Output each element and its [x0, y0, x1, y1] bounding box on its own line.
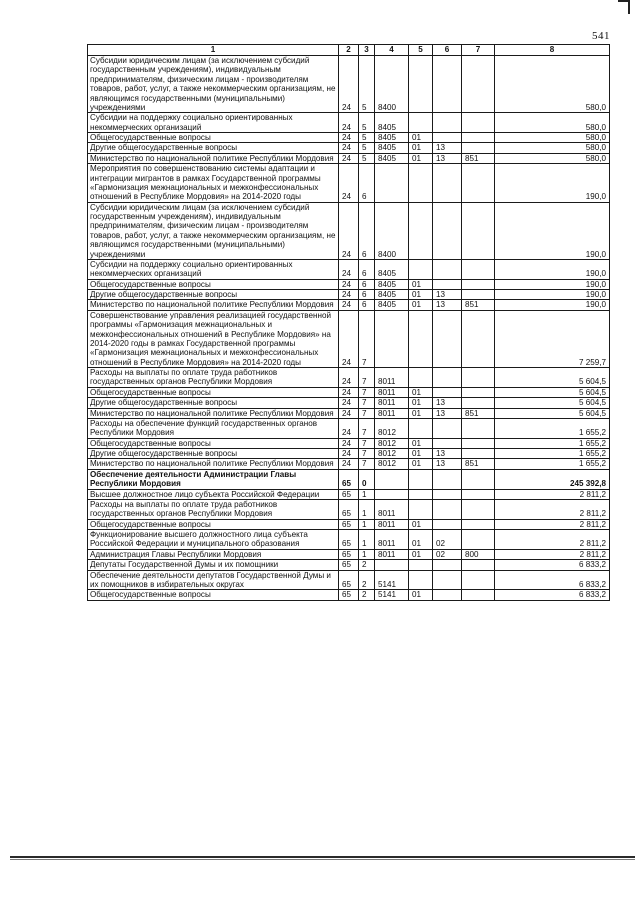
- row-name: Субсидии юридическим лицам (за исключением субсидий государственным учреждениям), индивидуальным предпринимателям, физическим лицам - производителям товаров, работ, услуг, а также некоммерческим организациям, не являющимся государственными (муниципальными) учреждениями: [88, 56, 339, 113]
- row-amount: 2 811,2: [495, 549, 610, 559]
- table-row: [88, 449, 610, 459]
- row-amount: 2 811,2: [495, 519, 610, 529]
- row-code-6: [433, 560, 462, 570]
- row-code-2: 24: [339, 290, 359, 300]
- row-code-7: 851: [462, 408, 495, 418]
- row-amount: 190,0: [495, 279, 610, 289]
- table-row: [88, 519, 610, 529]
- table-row: [88, 300, 610, 310]
- row-code-6: [433, 590, 462, 600]
- row-code-5: [409, 56, 433, 113]
- row-amount: 580,0: [495, 143, 610, 153]
- row-code-6: [433, 499, 462, 519]
- header-cell: 1: [88, 45, 339, 56]
- table-row: [88, 143, 610, 153]
- row-code-3: 1: [359, 519, 375, 529]
- table-row: [88, 398, 610, 408]
- row-code-7: [462, 279, 495, 289]
- row-code-4: 8405: [375, 143, 409, 153]
- table-row: [88, 290, 610, 300]
- row-amount: 5 604,5: [495, 398, 610, 408]
- table-row: [88, 279, 610, 289]
- row-amount: 190,0: [495, 290, 610, 300]
- row-name: Расходы на обеспечение функций государственных органов Республики Мордовия: [88, 418, 339, 438]
- row-code-5: [409, 560, 433, 570]
- row-code-2: 24: [339, 438, 359, 448]
- row-code-3: 5: [359, 133, 375, 143]
- table-row: [88, 387, 610, 397]
- row-code-2: 24: [339, 202, 359, 259]
- row-code-3: 6: [359, 300, 375, 310]
- row-amount: 1 655,2: [495, 418, 610, 438]
- table-row: [88, 310, 610, 367]
- row-amount: 2 811,2: [495, 530, 610, 550]
- row-code-6: 02: [433, 530, 462, 550]
- row-code-3: 1: [359, 549, 375, 559]
- row-code-6: 13: [433, 449, 462, 459]
- row-name: Другие общегосударственные вопросы: [88, 398, 339, 408]
- row-code-4: 5141: [375, 570, 409, 590]
- table-row: [88, 56, 610, 113]
- row-code-7: [462, 202, 495, 259]
- row-code-3: 5: [359, 143, 375, 153]
- row-name: Администрация Главы Республики Мордовия: [88, 549, 339, 559]
- row-name: Функционирование высшего должностного лица субъекта Российской Федерации и муниципального образования: [88, 530, 339, 550]
- row-code-6: [433, 418, 462, 438]
- row-code-6: [433, 310, 462, 367]
- row-code-6: 13: [433, 408, 462, 418]
- row-code-6: [433, 368, 462, 388]
- row-amount: 5 604,5: [495, 387, 610, 397]
- corner-mark: [618, 0, 630, 14]
- row-code-3: 7: [359, 387, 375, 397]
- row-code-7: [462, 398, 495, 408]
- row-code-3: 7: [359, 310, 375, 367]
- row-name: Субсидии юридическим лицам (за исключением субсидий государственным учреждениям), индивидуальным предпринимателям, физическим лицам - производителям товаров, работ, услуг, а также некоммерческим организациям, не являющимся государственными (муниципальными) учреждениями: [88, 202, 339, 259]
- row-code-3: 6: [359, 259, 375, 279]
- row-code-3: 1: [359, 489, 375, 499]
- row-code-3: 5: [359, 56, 375, 113]
- row-code-7: 851: [462, 459, 495, 469]
- row-code-3: 6: [359, 279, 375, 289]
- row-code-4: 8405: [375, 113, 409, 133]
- row-code-7: 851: [462, 153, 495, 163]
- row-code-7: [462, 469, 495, 489]
- row-code-3: 7: [359, 459, 375, 469]
- row-code-4: 8400: [375, 56, 409, 113]
- row-code-3: 7: [359, 418, 375, 438]
- row-amount: 190,0: [495, 202, 610, 259]
- row-code-7: [462, 449, 495, 459]
- row-code-2: 24: [339, 310, 359, 367]
- row-amount: 6 833,2: [495, 560, 610, 570]
- row-code-4: 8011: [375, 530, 409, 550]
- row-name: Общегосударственные вопросы: [88, 387, 339, 397]
- row-code-2: 65: [339, 530, 359, 550]
- row-code-5: [409, 259, 433, 279]
- row-code-3: 7: [359, 438, 375, 448]
- row-name: Общегосударственные вопросы: [88, 519, 339, 529]
- row-code-4: 8405: [375, 133, 409, 143]
- row-code-2: 24: [339, 387, 359, 397]
- row-code-7: [462, 113, 495, 133]
- row-code-2: 24: [339, 143, 359, 153]
- row-code-4: 8400: [375, 202, 409, 259]
- row-name: Обеспечение деятельности Администрации Главы Республики Мордовия: [88, 469, 339, 489]
- row-name: Высшее должностное лицо субъекта Российской Федерации: [88, 489, 339, 499]
- row-name: Общегосударственные вопросы: [88, 133, 339, 143]
- row-code-6: 13: [433, 398, 462, 408]
- row-code-4: 5141: [375, 590, 409, 600]
- row-code-6: [433, 56, 462, 113]
- row-code-5: [409, 202, 433, 259]
- row-code-3: 1: [359, 530, 375, 550]
- row-code-3: 6: [359, 202, 375, 259]
- row-code-4: 8011: [375, 368, 409, 388]
- row-code-5: [409, 418, 433, 438]
- row-name: Субсидии на поддержку социально ориентированных некоммерческих организаций: [88, 259, 339, 279]
- row-code-6: [433, 469, 462, 489]
- row-code-4: 8405: [375, 279, 409, 289]
- table-row: [88, 549, 610, 559]
- bottom-rule: [10, 856, 635, 858]
- row-code-2: 24: [339, 418, 359, 438]
- row-code-5: 01: [409, 438, 433, 448]
- row-amount: 5 604,5: [495, 368, 610, 388]
- row-code-5: [409, 499, 433, 519]
- row-name: Министерство по национальной политике Республики Мордовия: [88, 408, 339, 418]
- row-code-4: [375, 164, 409, 203]
- row-code-2: 65: [339, 489, 359, 499]
- row-code-6: [433, 279, 462, 289]
- table-row: [88, 408, 610, 418]
- row-code-2: 24: [339, 113, 359, 133]
- row-code-5: 01: [409, 408, 433, 418]
- row-code-2: 65: [339, 499, 359, 519]
- row-amount: 2 811,2: [495, 489, 610, 499]
- header-cell: 8: [495, 45, 610, 56]
- row-code-2: 24: [339, 259, 359, 279]
- table-row: [88, 530, 610, 550]
- row-name: Расходы на выплаты по оплате труда работников государственных органов Республики Мордовия: [88, 499, 339, 519]
- table-row: [88, 489, 610, 499]
- header-cell: 6: [433, 45, 462, 56]
- row-name: Министерство по национальной политике Республики Мордовия: [88, 153, 339, 163]
- row-name: Другие общегосударственные вопросы: [88, 290, 339, 300]
- row-name: Совершенствование управления реализацией государственной программы «Гармонизация межнациональных и межконфессиональных отношений в Республике Мордовия» на 2014-2020 годы в рамках Государственной программы «Гармонизация межнациональных и межконфессиональных отношений в Республике Мордовия» на 2014-2020 годы: [88, 310, 339, 367]
- row-amount: 580,0: [495, 133, 610, 143]
- row-code-6: 13: [433, 300, 462, 310]
- row-amount: 190,0: [495, 300, 610, 310]
- table-row: [88, 499, 610, 519]
- row-code-5: 01: [409, 549, 433, 559]
- row-code-4: 8012: [375, 459, 409, 469]
- table-row: [88, 560, 610, 570]
- table-row: [88, 259, 610, 279]
- header-cell: 5: [409, 45, 433, 56]
- row-code-5: [409, 469, 433, 489]
- row-name: Общегосударственные вопросы: [88, 279, 339, 289]
- row-code-2: 24: [339, 133, 359, 143]
- row-amount: 6 833,2: [495, 590, 610, 600]
- row-name: Обеспечение деятельности депутатов Государственной Думы и их помощников в избирательных округах: [88, 570, 339, 590]
- row-code-7: [462, 164, 495, 203]
- row-amount: 1 655,2: [495, 459, 610, 469]
- row-code-7: [462, 438, 495, 448]
- row-amount: 580,0: [495, 56, 610, 113]
- row-code-4: 8405: [375, 300, 409, 310]
- row-code-3: 2: [359, 590, 375, 600]
- row-code-5: 01: [409, 300, 433, 310]
- row-code-5: 01: [409, 590, 433, 600]
- row-name: Общегосударственные вопросы: [88, 590, 339, 600]
- row-code-7: [462, 310, 495, 367]
- row-code-4: [375, 489, 409, 499]
- row-code-3: 6: [359, 164, 375, 203]
- table-row: [88, 113, 610, 133]
- row-code-4: 8011: [375, 398, 409, 408]
- row-code-6: [433, 387, 462, 397]
- row-amount: 190,0: [495, 259, 610, 279]
- row-code-7: [462, 489, 495, 499]
- row-code-3: 5: [359, 113, 375, 133]
- row-code-6: [433, 202, 462, 259]
- row-code-5: [409, 310, 433, 367]
- row-code-5: [409, 368, 433, 388]
- row-code-3: 2: [359, 560, 375, 570]
- table-row: [88, 418, 610, 438]
- row-code-3: 7: [359, 368, 375, 388]
- row-name: Другие общегосударственные вопросы: [88, 143, 339, 153]
- row-code-5: 01: [409, 530, 433, 550]
- row-code-4: [375, 469, 409, 489]
- row-code-4: 8405: [375, 290, 409, 300]
- row-code-3: 7: [359, 408, 375, 418]
- header-cell: 3: [359, 45, 375, 56]
- row-amount: 2 811,2: [495, 499, 610, 519]
- row-code-6: 13: [433, 143, 462, 153]
- table-row: [88, 202, 610, 259]
- row-code-5: 01: [409, 290, 433, 300]
- row-code-2: 65: [339, 570, 359, 590]
- row-amount: 580,0: [495, 113, 610, 133]
- row-code-4: [375, 310, 409, 367]
- header-cell: 4: [375, 45, 409, 56]
- row-amount: 1 655,2: [495, 438, 610, 448]
- row-amount: 580,0: [495, 153, 610, 163]
- row-code-7: [462, 530, 495, 550]
- row-code-5: 01: [409, 143, 433, 153]
- row-code-2: 24: [339, 449, 359, 459]
- table-body: [88, 56, 610, 601]
- row-code-2: 65: [339, 560, 359, 570]
- row-code-7: [462, 387, 495, 397]
- row-code-4: 8011: [375, 519, 409, 529]
- row-code-4: 8012: [375, 438, 409, 448]
- row-code-7: 851: [462, 300, 495, 310]
- row-code-3: 6: [359, 290, 375, 300]
- row-code-5: [409, 489, 433, 499]
- row-code-7: [462, 368, 495, 388]
- row-code-3: 2: [359, 570, 375, 590]
- row-code-5: [409, 570, 433, 590]
- row-code-6: 13: [433, 459, 462, 469]
- row-amount: 7 259,7: [495, 310, 610, 367]
- header-row: [88, 45, 610, 56]
- row-code-2: 65: [339, 549, 359, 559]
- row-code-2: 24: [339, 300, 359, 310]
- row-code-5: 01: [409, 459, 433, 469]
- row-name: Депутаты Государственной Думы и их помощники: [88, 560, 339, 570]
- row-amount: 6 833,2: [495, 570, 610, 590]
- row-code-6: [433, 259, 462, 279]
- row-code-4: 8011: [375, 549, 409, 559]
- row-code-4: 8011: [375, 387, 409, 397]
- budget-table: [87, 44, 610, 601]
- row-code-7: [462, 259, 495, 279]
- row-code-2: 24: [339, 368, 359, 388]
- row-code-2: 24: [339, 279, 359, 289]
- row-code-6: [433, 133, 462, 143]
- row-code-2: 24: [339, 56, 359, 113]
- row-name: Мероприятия по совершенствованию системы адаптации и интеграции мигрантов в рамках Государственной программы «Гармонизация межнациональных и межконфессиональных отношений в Республике Мордовия» на 2014-2020 годы: [88, 164, 339, 203]
- row-code-5: 01: [409, 398, 433, 408]
- row-amount: 190,0: [495, 164, 610, 203]
- row-code-6: [433, 164, 462, 203]
- table-row: [88, 570, 610, 590]
- row-code-2: 65: [339, 590, 359, 600]
- row-code-5: 01: [409, 387, 433, 397]
- row-code-5: 01: [409, 279, 433, 289]
- table-row: [88, 469, 610, 489]
- row-code-2: 24: [339, 408, 359, 418]
- row-code-7: [462, 133, 495, 143]
- row-code-7: [462, 570, 495, 590]
- row-name: Другие общегосударственные вопросы: [88, 449, 339, 459]
- table-row: [88, 368, 610, 388]
- row-name: Общегосударственные вопросы: [88, 438, 339, 448]
- table-row: [88, 590, 610, 600]
- row-name: Министерство по национальной политике Республики Мордовия: [88, 300, 339, 310]
- row-code-2: 65: [339, 469, 359, 489]
- row-name: Министерство по национальной политике Республики Мордовия: [88, 459, 339, 469]
- row-amount: 245 392,8: [495, 469, 610, 489]
- row-code-5: 01: [409, 519, 433, 529]
- row-code-7: 800: [462, 549, 495, 559]
- row-code-5: [409, 113, 433, 133]
- row-amount: 1 655,2: [495, 449, 610, 459]
- row-code-6: [433, 438, 462, 448]
- row-code-4: 8012: [375, 449, 409, 459]
- table-row: [88, 438, 610, 448]
- row-code-6: 13: [433, 153, 462, 163]
- row-code-7: [462, 418, 495, 438]
- row-code-7: [462, 290, 495, 300]
- header-cell: 7: [462, 45, 495, 56]
- row-code-6: 02: [433, 549, 462, 559]
- row-code-6: [433, 570, 462, 590]
- row-code-2: 24: [339, 164, 359, 203]
- bottom-rule-thin: [10, 859, 635, 860]
- table-row: [88, 164, 610, 203]
- row-code-3: 1: [359, 499, 375, 519]
- row-code-5: 01: [409, 133, 433, 143]
- row-code-4: 8405: [375, 259, 409, 279]
- row-amount: 5 604,5: [495, 408, 610, 418]
- row-code-3: 7: [359, 449, 375, 459]
- row-code-5: [409, 164, 433, 203]
- row-code-7: [462, 143, 495, 153]
- row-code-7: [462, 519, 495, 529]
- row-name: Расходы на выплаты по оплате труда работников государственных органов Республики Мордовия: [88, 368, 339, 388]
- row-code-4: 8011: [375, 408, 409, 418]
- table-row: [88, 459, 610, 469]
- header-cell: 2: [339, 45, 359, 56]
- row-code-3: 5: [359, 153, 375, 163]
- row-code-2: 24: [339, 398, 359, 408]
- row-code-2: 24: [339, 153, 359, 163]
- row-code-2: 65: [339, 519, 359, 529]
- row-name: Субсидии на поддержку социально ориентированных некоммерческих организаций: [88, 113, 339, 133]
- table-row: [88, 133, 610, 143]
- row-code-4: 8405: [375, 153, 409, 163]
- row-code-2: 24: [339, 459, 359, 469]
- page-number: 541: [592, 30, 610, 42]
- row-code-6: 13: [433, 290, 462, 300]
- row-code-3: 0: [359, 469, 375, 489]
- row-code-5: 01: [409, 449, 433, 459]
- row-code-4: 8012: [375, 418, 409, 438]
- row-code-7: [462, 590, 495, 600]
- row-code-4: [375, 560, 409, 570]
- row-code-6: [433, 519, 462, 529]
- row-code-7: [462, 499, 495, 519]
- row-code-3: 7: [359, 398, 375, 408]
- row-code-4: 8011: [375, 499, 409, 519]
- row-code-5: 01: [409, 153, 433, 163]
- row-code-6: [433, 489, 462, 499]
- row-code-7: [462, 560, 495, 570]
- row-code-6: [433, 113, 462, 133]
- table-row: [88, 153, 610, 163]
- row-code-7: [462, 56, 495, 113]
